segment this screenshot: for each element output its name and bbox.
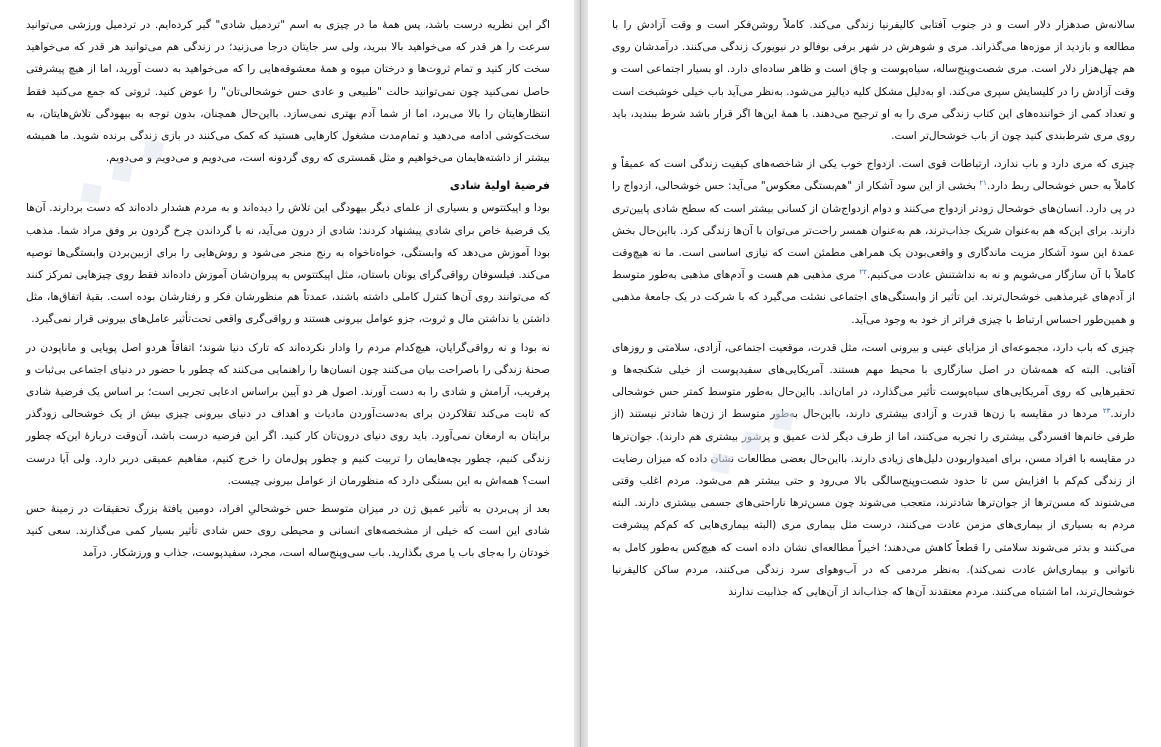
right-paragraph-advantages: چیزی که باب دارد، مجموعه‌ای از مزایای عینی و بیرونی است، مثل قدرت، موقعیت اجتماعی، آزادی، سلامتی و روزهای آفتابی. البته که همه‌شان در اصل سازگاری با محیط مهم هستند. آمریکایی‌های سفیدپوست از خیلی شکنجه‌ها و تحقیرهایی که روی آمریکایی‌های سیاه‌پوست تأثیر می‌گذارد، در امان‌اند. بااین‌حال به‌طور متوسط کمتر حس خوشحالی دارند.۲۳ مردها در مقایسه با زن‌ها قدرت و آزادی بیشتری دارند، بااین‌حال به‌طور متوسط از زن‌ها شادتر نیستند (از طرفی خانم‌ها افسردگی بیشتری را تجربه می‌کنند، اما از طرف دیگر لذت عمیق و پرشور بیشتری هم دارند). جوان‌ترها در مقایسه با افراد مسن، برای امیدواربودن دلیل‌های زیادی دارند. بااین‌حال بعضی مطالعات نشان داده که میزان رضایت از زندگی کم‌کم با افزایش سن تا حدود شصت‌وپنج‌سالگی بالا می‌رود و حتی بیشتر هم می‌شود. مردم اغلب وقتی می‌شنوند که مسن‌ترها از جوان‌ترها شادترند، متعجب می‌شوند چون مسن‌ترها ناراحتی‌های جسمی بیشتری دارند. البته مردم به بسیاری از بیماری‌های مزمن عادت می‌کنند، درست مثل بیماری مری (البته بیماری‌هایی که کم‌کم پیشرفت می‌کنند و بدتر می‌شوند سلامتی را قطعاً کاهش می‌دهند؛ اخیراً مطالعه‌ای نشان داده است که هیچ‌کس به‌طور کامل به ناتوانی و بیماری‌اش عادت نمی‌کند). به‌نظر مردمی که در آب‌وهوای سرد زندگی می‌کنند، مردم ساکن کالیفرنیا خوشحال‌ترند، اما اشتباه می‌کنند. مردم معتقدند آن‌ها که جذاب‌اند از آن‌هایی که جذابیت ندارند [612,341,1135,599]
left-paragraph-stoics: نه بودا و نه رواقی‌گرایان، هیچ‌کدام مردم را وادار نکرده‌اند که تارک دنیا شوند؛ اتفاقاً هردو اصل پویایی و ماناپودن در صحنهٔ زندگی را باصراحت بیان می‌کنند چون انسان‌ها را راهنمایی می‌کنند که چطور با حضور در دنیای اجتماعی بی‌ثبات و پرفریب، آرامش و شادی را به دست آورند. اصول هر دو آیین براساس ادعایی تجربی است؛ بر اساس یک فرضیهٔ شادی که ثابت می‌کند تقلاکردن برای به‌دست‌آوردن مادیات و اهداف در دنیای بیرونی چیزی بیش از یک خوشحالی زودگذر برایتان به ارمغان نمی‌آورد. باید روی دنیای درون‌تان کار کنید. اگر این فرضیه درست باشد، آن‌وقت دربارهٔ این‌که چطور زندگی کنیم، چطور بچه‌هایمان را تربیت کنیم و چطور پول‌مان را خرج کنیم، مفاهیم عمیقی دربر دارد. ولی آیا درست است؟ همه‌اش به این بستگی دارد که منظورمان از عوامل بیرونی چیست. [26,341,550,487]
left-paragraph-bob-mary: بعد از پی‌بردن به تأثیر عمیق ژن در میزان متوسط حس خوشحالیِ افراد، دومین یافتهٔ بزرگ تحقیقات در زمینهٔ حس شادی این است که خیلی از مشخصه‌های انسانی و محیطی روی حس شادی تأثیر بسیار کمی می‌گذارند. سعی کنید خودتان را به‌جای باب یا مری بگذارید. باب سی‌وپنج‌ساله است، مجرد، سفیدپوست، جذاب و ورزشکار. درآمد [26,503,550,560]
right-paragraph-connections: چیزی که مری دارد و باب ندارد، ارتباطات قوی است. ازدواج خوب یکی از شاخصه‌های کیفیت زندگی است که عمیقاً و کاملاً به حس خوشحالی ربط دارد.۲۱ بخشی از این سود آشکار از "هم‌بستگی معکوس" می‌آید: حس خوشحالی، ازدواج را در پی دارد. انسان‌های خوشحال زودتر ازدواج می‌کنند و دوام ازدواج‌شان از کسانی بیشتر است که سطح شادی پایین‌تری دارند. برای این‌که هم به‌عنوان شریک جذاب‌ترند، هم به‌عنوان همسر راحت‌تر می‌توان با آن‌ها زندگی کرد. بااین‌حال بخش عمدهٔ این سود آشکار مزیت ماندگاری و واقعی‌بودن یک همراهی مطمئن است که نیازی اساسی است. ما نه هیچ‌وقت کاملاً با آن سازگار می‌شویم و نه به نداشتنش عادت می‌کنیم.۲۲ مری مذهبی هم هست و آدم‌های مذهبی به‌طور متوسط از آدم‌های غیرمذهبی خوشحال‌ترند. این تأثیر از وابستگی‌های اجتماعی نشئت می‌گیرد که با شرکت در یک جامعهٔ مذهبی و همین‌طور احساس ارتباط با چیزی فراتر از خود به وجود می‌آید. [612,158,1136,326]
watermark-decoration: ◆ ◆ ◆ [697,394,805,486]
text-run: چیزی که مری دارد و باب ندارد، ارتباطات قوی است. ازدواج خوب یکی از شاخصه‌های کیفیت زندگی است که عمیقاً و کاملاً به حس خوشحالی ربط دارد. [612,158,1136,193]
right-page [588,0,1161,747]
section-heading: فرضیهٔ اولیهٔ شادی [449,179,550,193]
text-run: مردها در مقایسه با زن‌ها قدرت و آزادی بیشتری دارند، بااین‌حال به‌طور متوسط از زن‌ها شادتر نیستند (از طرفی خانم‌ها افسردگی بیشتری را تجربه می‌کنند، اما از طرف دیگر لذت عمیق و پرشور بیشتری هم دارند). جوان‌ترها در مقایسه با افراد مسن، برای امیدواربودن دلیل‌های زیادی دارند. بااین‌حال بعضی مطالعات نشان داده که میزان رضایت از زندگی کم‌کم با افزایش سن تا حدود شصت‌وپنج‌سالگی بالا می‌رود و حتی بیشتر هم می‌شود. مردم اغلب وقتی می‌شنوند که مسن‌ترها از جوان‌ترها شادترند، متعجب می‌شوند چون مسن‌ترها ناراحتی‌های جسمی بیشتری دارند. البته مردم به بسیاری از بیماری‌های مزمن عادت می‌کنند، درست مثل بیماری مری (البته بیماری‌هایی که کم‌کم پیشرفت می‌کنند و بدتر می‌شوند سلامتی را قطعاً کاهش می‌دهند؛ اخیراً مطالعه‌ای نشان داده است که هیچ‌کس به‌طور کامل به ناتوانی و بیماری‌اش عادت نمی‌کند). به‌نظر مردمی که در آب‌وهوای سرد زندگی می‌کنند، مردم ساکن کالیفرنیا خوشحال‌ترند، اما اشتباه می‌کنند. مردم معتقدند آن‌ها که جذاب‌اند از آن‌هایی که جذابیت ندارند [612,408,1135,599]
text-run: چیزی که باب دارد، مجموعه‌ای از مزایای عینی و بیرونی است، مثل قدرت، موقعیت اجتماعی، آزادی، سلامتی و روزهای آفتابی. البته که همه‌شان در اصل سازگاری با محیط مهم هستند. آمریکایی‌های سفیدپوست از خیلی شکنجه‌ها و تحقیرهایی که روی آمریکایی‌های سیاه‌پوست تأثیر می‌گذارد، در امان‌اند. بااین‌حال به‌طور متوسط کمتر حس خوشحالی دارند. [612,341,1135,421]
left-page [0,0,574,747]
left-paragraph-buddha: بودا و اپیکتتوس و بسیاری از علمای دیگر بیهودگی این تلاش را دیده‌اند و به مردم هشدار داده‌اند که دست بردارند. آن‌ها یک فرضیهٔ خاص برای شادی پیشنهاد کردند: شادی از درون می‌آید، نه با گرداندن چرخ گردون بر وفق مراد شما. مذهب بودا آموزش می‌دهد که وابستگی، خواه‌ناخواه به رنج منجر می‌شود و روش‌هایی را برای ازبین‌بردن وابستگی‌ها توصیه می‌کند. فیلسوفان رواقی‌گرای یونان باستان، مثل اپیکتتوس به پیروان‌شان آموزش داده‌اند فقط روی چیزهایی تمرکز کنند که می‌توانند روی آن‌ها کنترل کاملی داشته باشند، عمدتاً هم منظورشان فکر و رفتارشان بوده است. بقیهٔ اتفاق‌ها، مثل داشتن یا نداشتن مال و ثروت، جزو عوامل بیرونی هستند و رواقی‌گری واقعی تحت‌تأثیر عامل‌های بیرونی قرار نمی‌گیرد. [26,202,550,326]
text-run: مری مذهبی هم هست و آدم‌های مذهبی به‌طور متوسط از آدم‌های غیرمذهبی خوشحال‌ترند. این تأثیر از وابستگی‌های اجتماعی نشئت می‌گیرد که با شرکت در یک جامعهٔ مذهبی و همین‌طور احساس ارتباط با چیزی فراتر از خود به وجود می‌آید. [612,269,1135,326]
book-gutter [574,0,588,747]
right-paragraph-bob-mary: سالانه‌ش صدهزار دلار است و در جنوب آفتابی کالیفرنیا زندگی می‌کند. کاملاً روشن‌فکر است و وقت آزادش را با مطالعه و بازدید از موزه‌ها می‌گذراند. مری و شوهرش در شهر برفی بوفالو در نیویورک زندگی می‌کنند. درآمدشان روی هم چهل‌هزار دلار است. مری شصت‌وپنج‌ساله، سیاه‌پوست و چاق است و ظاهر ساده‌ای دارد. او بسیار اجتماعی است و وقت آزادش را در کلیسایش سپری می‌کند. او به‌دلیل مشکل کلیه دیالیز می‌شود. به‌نظر می‌آید باب خیلی خوشبخت است و تعداد کمی از خواننده‌های این کتاب زندگی مری را به او ترجیح می‌دهند. با همهٔ این‌ها اگر قرار باشد شرط ببندید، باید روی مری شرط‌بندی کنید چون از باب خوشحال‌تر است. [612,19,1135,143]
watermark-decoration: ◆ ◆ ◆ [67,124,175,216]
left-paragraph-treadmill: اگر این نظریه درست باشد، پس همهٔ ما در چیزی به اسم "تردمیل شادی" گیر کرده‌ایم. در تردمیل ورزشی می‌توانید سرعت را هر قدر که می‌خواهید بالا ببرید، ولی سر جایتان درجا می‌زنید؛ در زندگی هم می‌توانید هر قدر که می‌خواهید سخت کار کنید و تمام ثروت‌ها و درختان میوه و همهٔ معشوقه‌هایی را که می‌خواهید به دست آورید، اما از هیچ پیشرفتی حاصل نمی‌کنید چون نمی‌توانید حالت "طبیعی و عادی حس خوشحالی‌تان" را عوض کنید. ثروتی که جمع می‌کنید فقط انتظارهایتان را بالا می‌برد، اما از شما آدم بهتری نمی‌سازد. بااین‌حال همچنان، بدون توجه به بیهودگی تلاش‌هایتان، به سخت‌کوشی ادامه می‌دهید و تمام‌مدت مشغول کارهایی هستید که کمک می‌کنند در بازی زندگی برنده شوید. ما همیشه بیشتر از داشته‌هایمان می‌خواهیم و مثل هَمستری که روی گردونه است، می‌دویم و می‌دویم و می‌دویم. [26,19,550,165]
text-run: بخشی از این سود آشکار از "هم‌بستگی معکوس" می‌آید: حس خوشحالی، ازدواج را در پی دارد. انسان‌های خوشحال زودتر ازدواج می‌کنند و دوام ازدواج‌شان از کسانی بیشتر است که سطح شادی پایین‌تری دارند. برای این‌که هم به‌عنوان شریک جذاب‌ترند، هم به‌عنوان همسر راحت‌تر می‌توان با آن‌ها زندگی کرد. بااین‌حال بخش عمدهٔ این سود آشکار مزیت ماندگاری و واقعی‌بودن یک همراهی مطمئن است که نیازی اساسی است. ما نه هیچ‌وقت کاملاً با آن سازگار می‌شویم و نه به نداشتنش عادت می‌کنیم. [612,180,1136,282]
